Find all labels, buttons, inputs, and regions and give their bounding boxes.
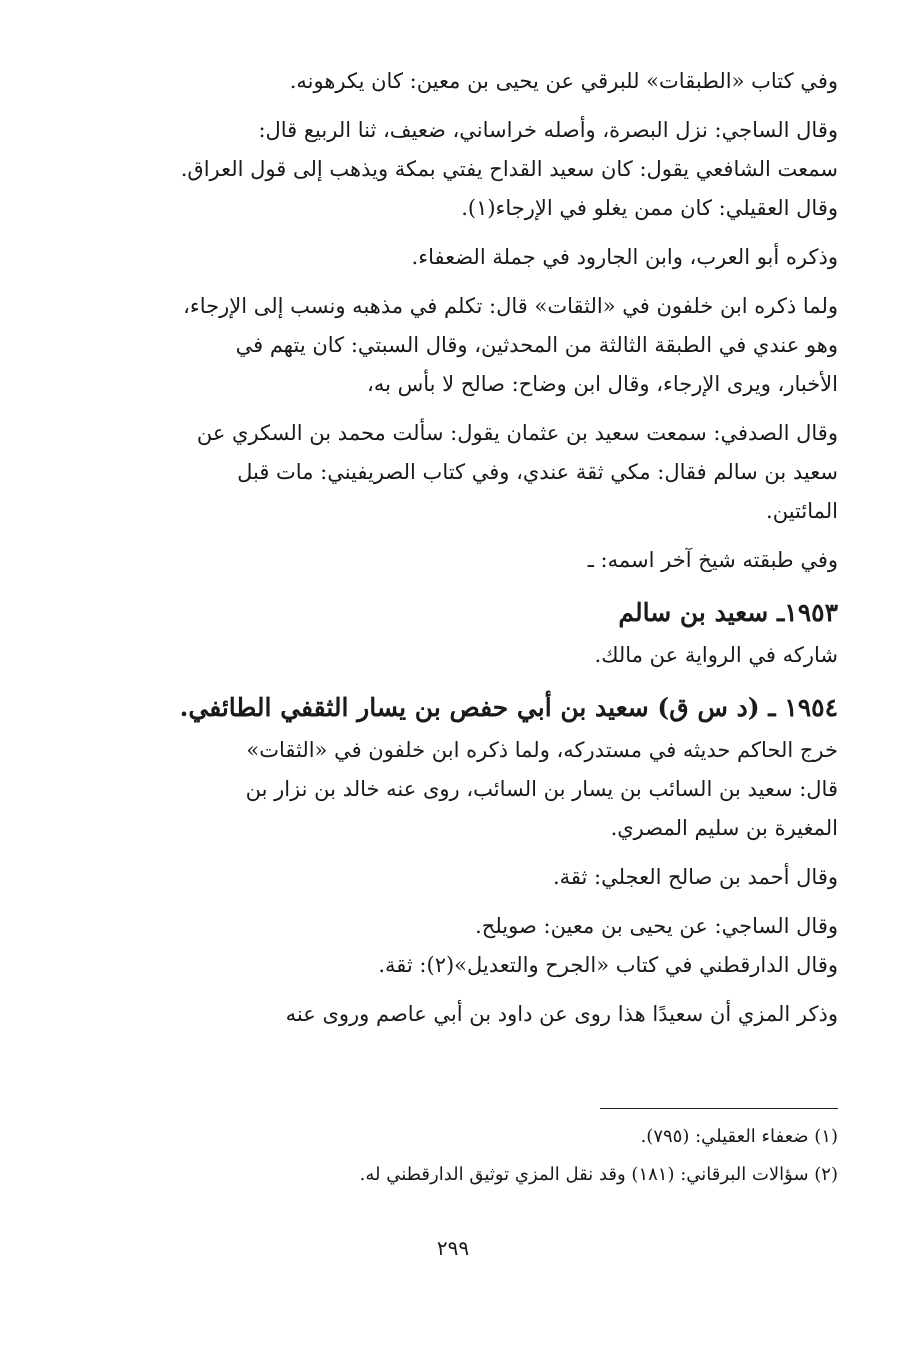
text-line: قال: سعيد بن السائب بن يسار بن السائب، روى عنه خالد بن نزار بن (245, 777, 838, 801)
text-line: وقال الساجي: عن يحيى بن معين: صويلح. (475, 914, 838, 938)
text-line: وقال الدارقطني في كتاب «الجرح والتعديل»(٢): ثقة. (378, 953, 838, 977)
text-line: وذكر المزي أن سعيدًا هذا روى عن داود بن أبي عاصم وروى عنه (285, 1002, 838, 1026)
footnote: (٢) سؤالات البرقاني: (١٨١) وقد نقل المزي توثيق الدارقطني له. (359, 1164, 838, 1185)
text-line: سعيد بن سالم فقال: مكي ثقة عندي، وفي كتاب الصريفيني: مات قبل (237, 460, 838, 484)
text-line: شاركه في الرواية عن مالك. (594, 643, 838, 667)
entry-heading: ١٩٥٤ ـ (د س ق) سعيد بن أبي حفص بن يسار الثقفي الطائفي. (179, 693, 838, 722)
footnote: (١) ضعفاء العقيلي: (٧٩٥). (640, 1126, 838, 1147)
text-line: وقال أحمد بن صالح العجلي: ثقة. (552, 865, 838, 889)
text-line: وفي طبقته شيخ آخر اسمه: ـ (587, 548, 838, 572)
text-line: وقال الصدفي: سمعت سعيد بن عثمان يقول: سألت محمد بن السكري عن (196, 421, 838, 445)
text-line: وفي كتاب «الطبقات» للبرقي عن يحيى بن معين: كان يكرهونه. (289, 69, 838, 93)
text-line: الأخبار، ويرى الإرجاء، وقال ابن وضاح: صالح لا بأس به، (367, 372, 838, 396)
text-line: وقال الساجي: نزل البصرة، وأصله خراساني، ضعيف، ثنا الربيع قال: (258, 118, 838, 142)
text-line: وقال العقيلي: كان ممن يغلو في الإرجاء(١). (461, 196, 838, 220)
entry-heading: ١٩٥٣ـ سعيد بن سالم (618, 598, 838, 627)
page-number: ٢٩٩ (436, 1236, 470, 1260)
text-line: خرج الحاكم حديثه في مستدركه، ولما ذكره ابن خلفون في «الثقات» (246, 738, 838, 762)
text-line: المائتين. (766, 499, 838, 523)
footnote-divider (600, 1108, 838, 1109)
text-line: ولما ذكره ابن خلفون في «الثقات» قال: تكلم في مذهبه ونسب إلى الإرجاء، (183, 294, 838, 318)
text-line: وذكره أبو العرب، وابن الجارود في جملة الضعفاء. (411, 245, 838, 269)
text-line: المغيرة بن سليم المصري. (610, 816, 838, 840)
main-text (132, 62, 838, 1034)
text-line: وهو عندي في الطبقة الثالثة من المحدثين، وقال السبتي: كان يتهم في (235, 333, 838, 357)
footnotes (132, 1118, 838, 1194)
text-line: سمعت الشافعي يقول: كان سعيد القداح يفتي بمكة ويذهب إلى قول العراق. (180, 157, 838, 181)
